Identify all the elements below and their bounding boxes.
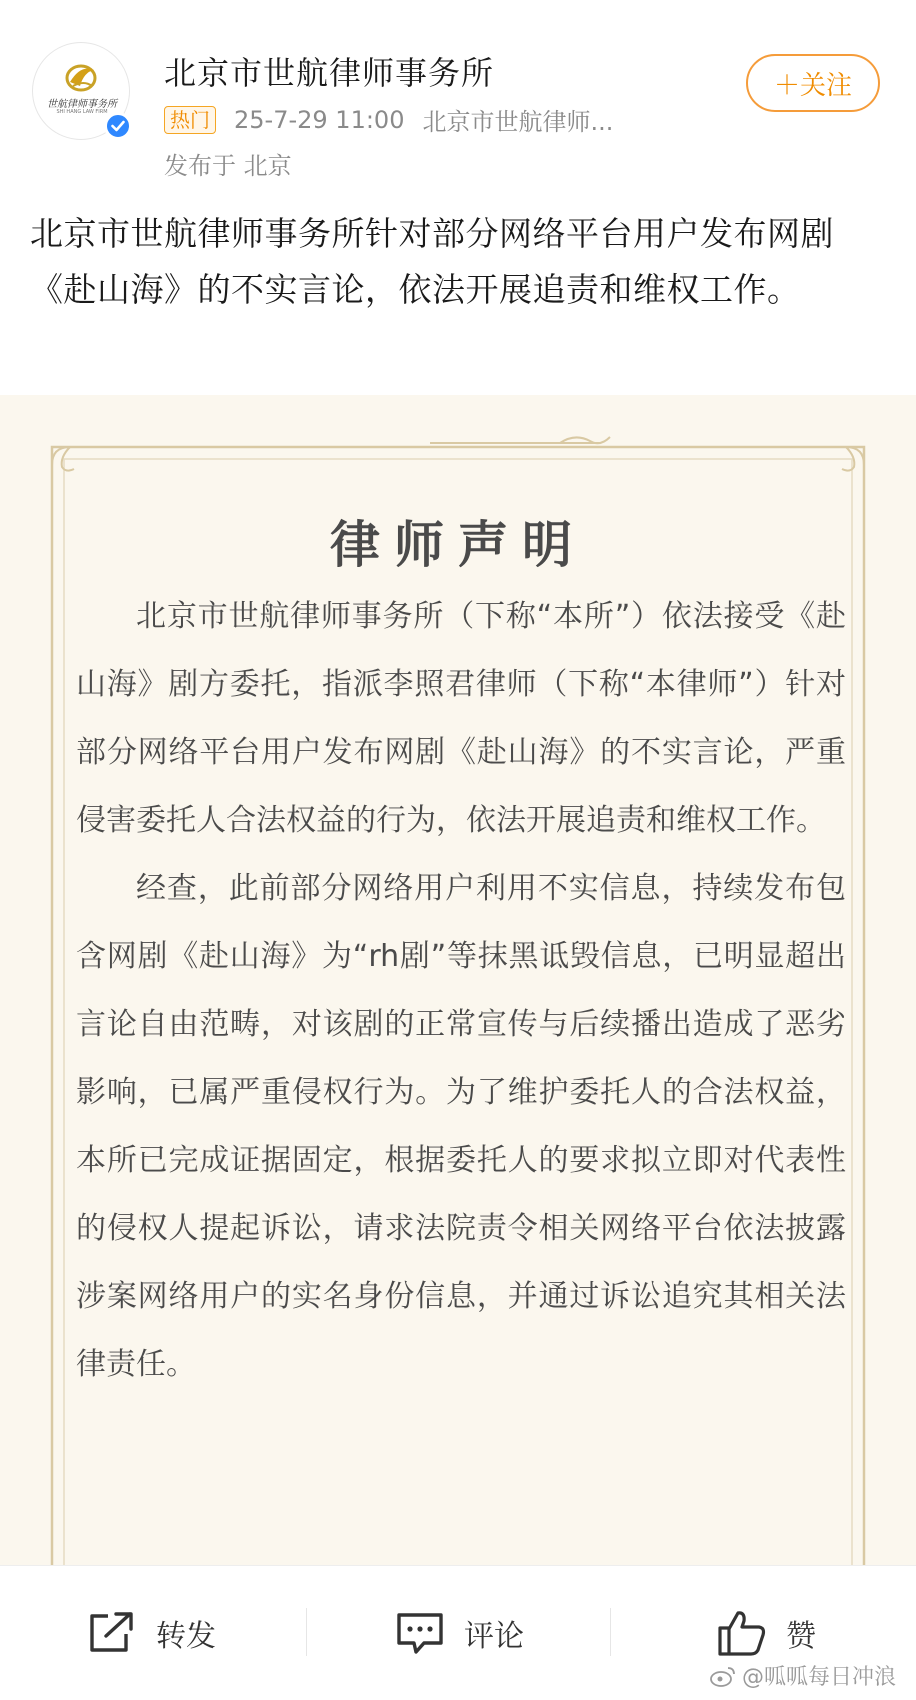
weibo-icon	[710, 1665, 736, 1687]
like-label: 赞	[786, 1619, 816, 1654]
hot-tag: 热门	[164, 106, 216, 134]
post-location: 发布于 北京	[164, 152, 292, 180]
post-text: 北京市世航律师事务所针对部分网络平台用户发布网剧《赴山海》的不实言论，依法开展追责和维权工作。	[30, 214, 834, 309]
account-name[interactable]: 北京市世航律师事务所	[164, 54, 495, 92]
comment-label: 评论	[464, 1619, 524, 1654]
checkmark-icon	[111, 120, 125, 132]
watermark	[710, 1660, 896, 1691]
divider	[306, 1608, 307, 1656]
share-button[interactable]	[86, 1566, 216, 1700]
statement-paragraph: 北京市世航律师事务所（下称“本所”）依法接受《赴山海》剧方委托，指派李照君律师（下称“本律师”）针对部分网络平台用户发布网剧《赴山海》的不实言论，严重侵害委托人合法权益的行为，依法开展追责和维权工作。	[76, 599, 846, 838]
statement-paragraph: 经查，此前部分网络用户利用不实信息，持续发布包含网剧《赴山海》为“rh剧”等抹黑诋毁信息，已明显超出言论自由范畴，对该剧的正常宣传与后续播出造成了恶劣影响，已属严重侵权行为。为了维护委托人的合法权益，本所已完成证据固定，根据委托人的要求拟立即对代表性的侵权人提起诉讼，请求法院责令相关网络平台依法披露涉案网络用户的实名身份信息，并通过诉讼追究其相关法律责任。	[76, 871, 846, 1382]
comment-button[interactable]	[394, 1566, 524, 1700]
post-time: 25-7-29 11:00	[234, 105, 405, 134]
share-icon	[86, 1610, 138, 1656]
watermark-text: @呱呱每日冲浪	[741, 1665, 896, 1690]
post-source: 北京市世航律师...	[422, 108, 614, 136]
share-label: 转发	[156, 1619, 216, 1654]
divider	[610, 1608, 611, 1656]
logo-text: 世航律师事务所	[47, 99, 117, 110]
statement-title: 律师声明	[330, 516, 586, 574]
thumbs-up-icon	[716, 1608, 768, 1658]
comment-icon	[394, 1610, 446, 1656]
statement-image[interactable]	[0, 395, 916, 1565]
verified-badge	[104, 112, 132, 140]
statement-body	[76, 583, 846, 1399]
logo-subtext: SHI HANG LAW FIRM	[56, 109, 108, 115]
post-header	[0, 0, 916, 190]
follow-button[interactable]: ＋关注	[746, 54, 880, 112]
post-meta	[164, 102, 613, 137]
